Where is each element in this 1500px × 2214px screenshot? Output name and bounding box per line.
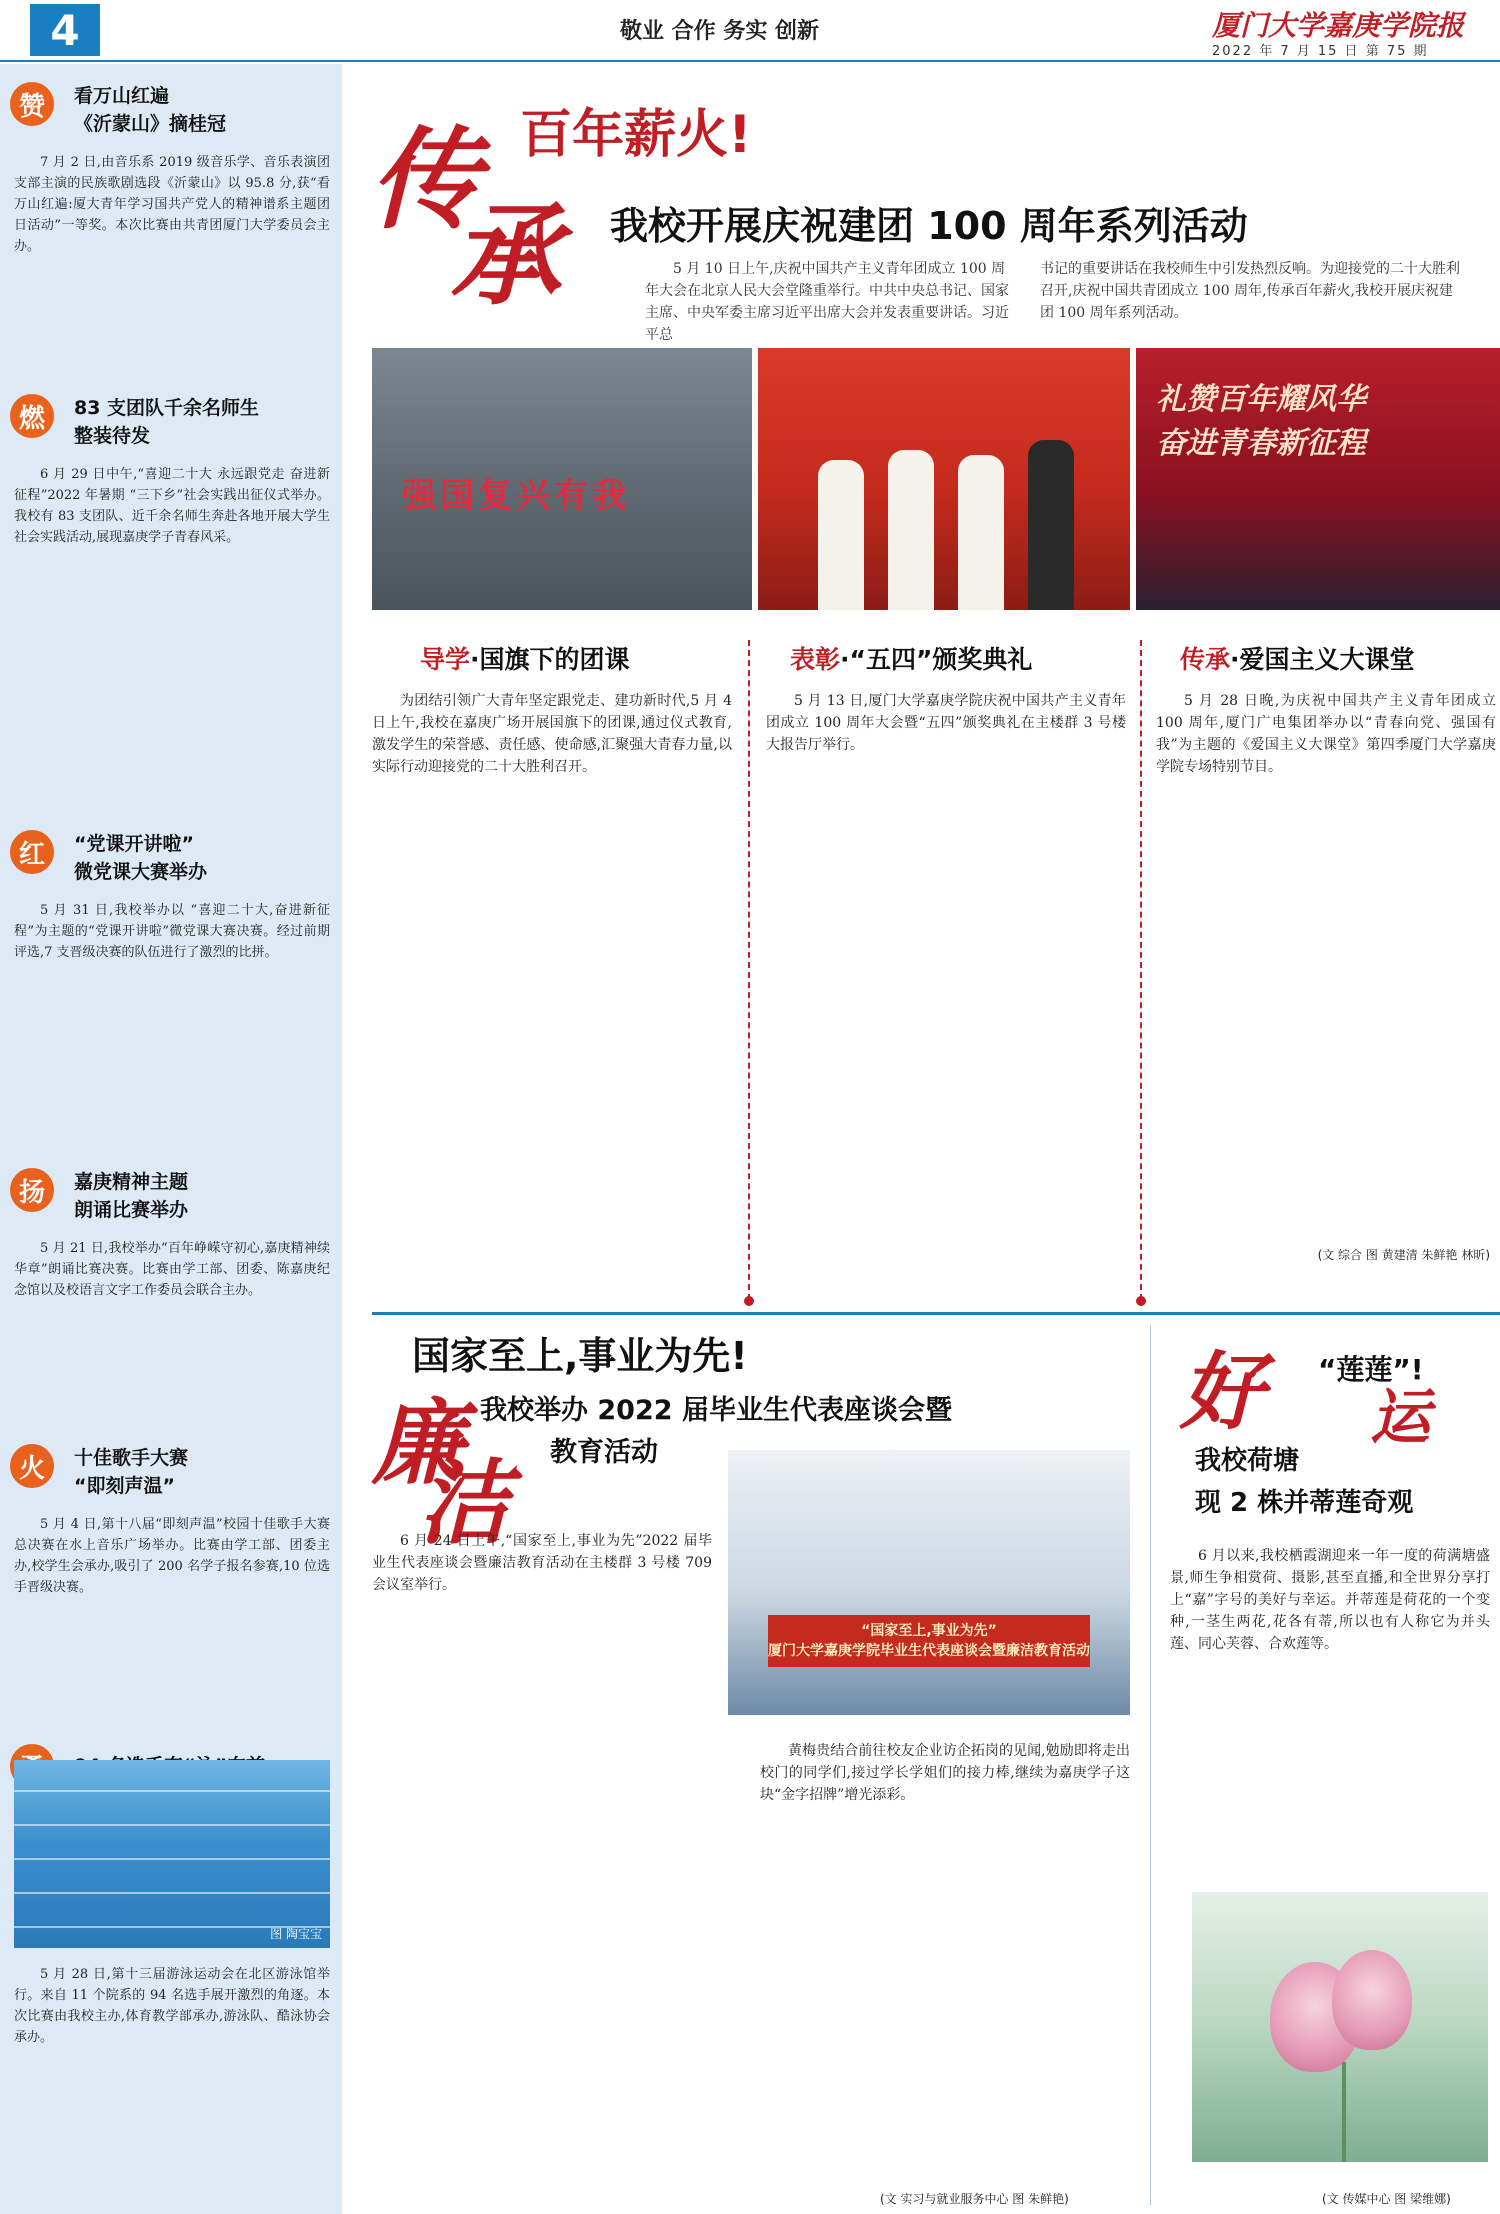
header-motto: 敬业 合作 务实 创新	[620, 19, 819, 44]
column-divider	[1140, 640, 1142, 1300]
article-body: 黄梅贵结合前往校友企业访企拓岗的见闻,勉励即将走出校门的同学们,接过学长学姐们的接力棒,继续为嘉庚学子这块“金字招牌”增光添彩。	[760, 1743, 1130, 1803]
news-brief-sidebar	[0, 64, 342, 2214]
column-divider	[748, 640, 750, 1300]
brief-body: 5 月 21 日,我校举办“百年峥嵘守初心,嘉庚精神续华章”朗诵比赛决赛。比赛由学工部、团委、陈嘉庚纪念馆以及校语言文字工作委员会联合主办。	[14, 1241, 330, 1298]
brief-title	[74, 1168, 188, 1224]
article-credit: (文 传媒中心 图 梁维娜)	[1322, 2192, 1451, 2206]
article-credit: (文 综合 图 黄建清 朱鲜艳 林昕)	[1317, 1248, 1490, 1262]
heading-text: ·爱国主义大课堂	[1230, 645, 1415, 674]
hero-char: 承	[450, 191, 560, 320]
pool-lane	[14, 1790, 330, 1792]
photo-graduate-group	[728, 1450, 1130, 1715]
swimming-photo	[14, 1760, 330, 1948]
photo-slogan	[1156, 378, 1366, 466]
hero-char: 传	[370, 115, 480, 244]
banner-line: “国家至上,事业为先”	[861, 1623, 997, 1639]
lotus-flower	[1332, 1950, 1412, 2050]
title-line: 我校荷塘	[1195, 1446, 1300, 1476]
brief-badge: 赞	[10, 82, 54, 126]
title-line: 现 2 株并蒂莲奇观	[1195, 1488, 1414, 1518]
page-number: 4	[30, 4, 100, 56]
brief-title-line: 83 支团队千余名师生	[74, 397, 260, 419]
subtitle-line: 我校举办 2022 届毕业生代表座谈会暨	[480, 1395, 952, 1426]
photo-lotus	[1192, 1892, 1488, 2162]
hero-char: 运	[1370, 1383, 1430, 1453]
brief-title-line: 看万山红遍	[74, 85, 170, 107]
brief-title-line: 朗诵比赛举办	[74, 1199, 189, 1221]
divider-dot	[744, 1296, 754, 1306]
brief-body: 5 月 31 日,我校举办以 “喜迎二十大,奋进新征程”为主题的“党课开讲啦”微党课大赛决赛。经过前期评选,7 支晋级决赛的队伍进行了激烈的比拼。	[14, 903, 330, 960]
feature-lede: 5 月 10 日上午,庆祝中国共产主义青年团成立 100 周年大会在北京人民大会堂隆重举行。中共中央总书记、国家主席、中央军委主席习近平出席大会并发表重要讲话。习近平总	[645, 261, 1009, 343]
photo-slogan-line: 奋进青春新征程	[1156, 426, 1366, 461]
brief-title-line: 整装待发	[74, 425, 151, 447]
person-figure	[1028, 440, 1074, 610]
column-heading	[420, 640, 630, 676]
brief-title	[74, 394, 259, 450]
brief-title	[74, 1444, 188, 1500]
brief-body: 6 月 29 日中午,“喜迎二十大 永远跟党走 奋进新征程”2022 年暑期 “三下乡”社会实践出征仪式举办。我校有 83 支团队、近千余名师生奔赴各地开展大学生社会实践活动,展现嘉庚学子青春风采。	[14, 467, 330, 545]
column-rule	[1150, 1325, 1151, 2205]
heading-text: ·国旗下的团课	[470, 645, 630, 674]
brief-badge: 燃	[10, 394, 54, 438]
article-title	[1195, 1440, 1413, 1524]
brief-body: 7 月 2 日,由音乐系 2019 级音乐学、音乐表演团支部主演的民族歌剧选段《沂蒙山》以 95.8 分,获“看万山红遍:厦大青年学习国共产党人的精神谱系主题团日活动”一等奖。本次比赛由共青团厦门大学委员会主办。	[14, 155, 330, 254]
photo-slogan: 强国复兴有我	[402, 476, 630, 516]
heading-highlight: 传承	[1180, 645, 1231, 674]
brief-body: 5 月 28 日,第十三届游泳运动会在北区游泳馆举行。来自 11 个院系的 94 名选手展开激烈的角逐。本次比赛由我校主办,体育教学部承办,游泳队、酷泳协会承办。	[14, 1967, 330, 2045]
column-body: 5 月 13 日,厦门大学嘉庚学院庆祝中国共产主义青年团成立 100 周年大会暨“五四”颁奖典礼在主楼群 3 号楼大报告厅举行。	[766, 693, 1126, 753]
subtitle-line: 教育活动	[550, 1437, 658, 1468]
brief-title-line: 十佳歌手大赛	[74, 1447, 189, 1469]
column-heading	[790, 640, 1032, 676]
pool-lane	[14, 1858, 330, 1860]
section-divider	[372, 1312, 1500, 1315]
column-heading	[1180, 640, 1415, 676]
page-header	[0, 0, 1500, 62]
photo-patriotic-class	[1136, 348, 1500, 610]
hero-char: 好	[1180, 1342, 1265, 1441]
article-body: 6 月以来,我校栖霞湖迎来一年一度的荷满塘盛景,师生争相赏荷、摄影,甚至直播,和全世界分享打上“嘉”字号的美好与幸运。并蒂莲是荷花的一个变种,一茎生两花,花各有蒂,所以也有人称它为并头莲、同心芙蓉、合欢莲等。	[1170, 1548, 1490, 1652]
heading-text: ·“五四”颁奖典礼	[840, 645, 1033, 674]
feature-lede: 书记的重要讲话在我校师生中引发热烈反响。为迎接党的二十大胜利召开,庆祝中国共青团成立 100 周年,传承百年薪火,我校开展庆祝建团 100 周年系列活动。	[1040, 261, 1460, 321]
event-banner	[768, 1615, 1090, 1667]
hero-char: 洁	[418, 1449, 511, 1557]
newspaper-masthead: 厦门大学嘉庚学院报	[1212, 9, 1465, 42]
brief-title-line: 嘉庚精神主题	[74, 1171, 189, 1193]
brief-title-line: “即刻声温”	[74, 1475, 175, 1497]
pool-lane	[14, 1892, 330, 1894]
article-body: 6 月 24 日上午,“国家至上,事业为先”2022 届毕业生代表座谈会暨廉洁教育活动在主楼群 3 号楼 709 会议室举行。	[372, 1533, 712, 1593]
divider-dot	[1136, 1296, 1146, 1306]
heading-highlight: 导学	[420, 645, 471, 674]
brief-title-line: “党课开讲啦”	[74, 833, 194, 855]
person-figure	[888, 450, 934, 610]
brief-title	[74, 82, 226, 138]
photo-flag-ceremony	[372, 348, 752, 610]
banner-line: 厦门大学嘉庚学院毕业生代表座谈会暨廉洁教育活动	[768, 1643, 1090, 1659]
brief-body: 5 月 4 日,第十八届“即刻声温”校园十佳歌手大赛总决赛在水上音乐广场举办。比赛由学工部、团委主办,校学生会承办,吸引了 200 名学子报名参赛,10 位选手晋级决赛。	[14, 1517, 330, 1595]
brief-title-line: 微党课大赛举办	[74, 861, 208, 883]
column-body: 为团结引领广大青年坚定跟党走、建功新时代,5 月 4 日上午,我校在嘉庚广场开展国旗下的团课,通过仪式教育,激发学生的荣誉感、责任感、使命感,汇聚强大青春力量,以实际行动迎接党的二十大胜利召开。	[372, 693, 732, 775]
photo-award-ceremony	[758, 348, 1130, 610]
heading-highlight: 表彰	[790, 645, 841, 674]
person-figure	[958, 455, 1004, 610]
hero-char: 廉	[372, 1389, 465, 1497]
brief-title	[74, 830, 207, 886]
pool-lane	[14, 1824, 330, 1826]
feature-title: 百年薪火!	[520, 105, 752, 165]
column-body: 5 月 28 日晚,为庆祝中国共产主义青年团成立 100 周年,厦门广电集团举办以“青春向党、强国有我”为主题的《爱国主义大课堂》第四季厦门大学嘉庚学院专场特别节目。	[1156, 693, 1496, 775]
photo-slogan-line: 礼赞百年耀风华	[1156, 382, 1366, 417]
article-quote-title: “莲莲”!	[1318, 1353, 1424, 1386]
feature-subtitle: 我校开展庆祝建团 100 周年系列活动	[610, 204, 1248, 248]
date-line: 2022 年 7 月 15 日 第 75 期	[1212, 44, 1429, 59]
article-title: 国家至上,事业为先!	[412, 1334, 748, 1378]
brief-title-line: 《沂蒙山》摘桂冠	[74, 113, 227, 135]
brief-badge: 火	[10, 1444, 54, 1488]
brief-badge: 红	[10, 830, 54, 874]
article-credit: (文 实习与就业服务中心 图 朱鲜艳)	[880, 2192, 1069, 2206]
header-rule	[0, 60, 1500, 62]
lotus-stem	[1342, 2062, 1346, 2162]
brief-badge: 扬	[10, 1168, 54, 1212]
person-figure	[818, 460, 864, 610]
photo-credit: 图 陶宝宝	[270, 1927, 322, 1941]
